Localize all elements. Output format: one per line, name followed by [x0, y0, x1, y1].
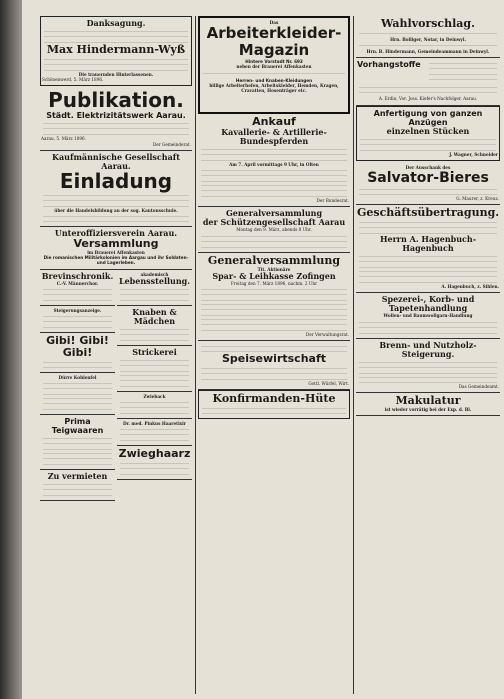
- ad-konfirmanden: [198, 390, 350, 419]
- book-gutter: [0, 0, 22, 699]
- ad-brennholz: Brenn- und Nutzholz-Steigerung. Das Gemeindeamt.: [356, 339, 500, 393]
- ad-title: Publikation.: [48, 88, 184, 113]
- ad-arbeiterkleider: Das Arbeiterkleider-Magazin Hintere Vorstadt Nr. 693 neben der Brauerei Affenkasten Herren- und Knaben-Kleidungen billige Arbeiterhefen, Arbeitskleider, Hemden, Kragen, Cravatten, Hosenträger etc.: [198, 16, 350, 114]
- ad-title: Generalversammlung: [207, 253, 341, 267]
- ad-speisewirtschaft: Speisewirtschaft Gottl. Würfel, Wirt.: [198, 341, 350, 390]
- ad-title: Salvator-Bieres: [367, 170, 489, 187]
- ad-vorhangstoffe: Vorhangstoffe A. Erdin, Vor. Joss. Kiefer's Nachfolger, Aarau.: [356, 58, 500, 105]
- ad-title: Anfertigung von ganzen Anzügen: [373, 108, 483, 127]
- ad-title: Ankauf: [252, 115, 296, 128]
- ad-generalversammlung-schuetzen: Generalversammlung der Schützengesellschaft Aarau Montag den 9. März, abends 8 Uhr.: [198, 207, 350, 252]
- ad-generalversammlung-zofingen: Generalversammlung Tit. Aktionäre Spar- & Leihkasse Zofingen Freitag den 7. März 1896, nachm. 2 Uhr Der Verwaltungsrat.: [198, 253, 350, 342]
- ad-title: Geschäftsübertragung.: [357, 206, 500, 220]
- ad-title: Speisewirtschaft: [221, 352, 327, 366]
- ad-unteroffiziere: Unteroffiziersverein Aarau. Versammlung im Brauerei Affenkasten Die romanischen Militärkolonien im Aargau und ihr Soldaten- und Lagerleben.: [40, 227, 192, 270]
- ad-publikation: Publikation. Städt. Elektrizitätswerk Aarau. Aarau, 5. März 1896. Der Gemeinderat.: [40, 88, 192, 150]
- column-rule: [195, 16, 196, 694]
- ad-title: Konfirmanden-Hüte: [212, 392, 336, 406]
- ad-title: Arbeiterkleider-Magazin: [206, 24, 342, 60]
- column-middle: [198, 16, 350, 696]
- ad-title: Generalversammlung: [225, 208, 323, 219]
- column-rule: [353, 16, 354, 694]
- ad-title: Spezerei-, Korb- und Tapetenhandlung: [381, 294, 475, 314]
- column-left: [40, 16, 192, 696]
- ad-title: Danksagung.: [86, 18, 146, 28]
- ad-danksagung: Danksagung. Max Hindermann-Wyß Die trauernden Hinterlassenen. Schönenwerd, 5. März 1896.: [40, 16, 192, 86]
- ad-wahlvorschlag: Wahlvorschlag. Hrn. Bolliger, Notar, in Deinwyl. Hrn. B. Hindermann, Gemeindeammann in Deinwyl.: [356, 16, 500, 58]
- ad-title: Wahlvorschlag.: [381, 17, 475, 30]
- ad-title: Vorhangstoffe: [357, 60, 421, 70]
- ad-title: Versammlung: [73, 237, 159, 251]
- ad-kaufmaennische: Kaufmännische Gesellschaft Aarau. Einladung über die Handelsbildung an der sog. Kantonsschule.: [40, 151, 192, 227]
- ad-anfertigung: Anfertigung von ganzen Anzügen einzelnen Stücken J. Wagner, Schneider: [356, 106, 500, 161]
- small-ads-left: Brevinschronik. C.-V. Männerchor. Steigerungsanzeige. Gibi! Gibi! Gibi! Dürre Kohlenfel Prima Teigwaaren Zu vermieten: [40, 270, 115, 502]
- ad-salvator: Der Ausschank des Salvator-Bieres G. Maurer, z. Kreuz.: [356, 163, 500, 205]
- column-right: [356, 16, 500, 696]
- small-ads: [40, 270, 192, 502]
- newspaper-page: [22, 0, 504, 699]
- ad-name: Max Hindermann-Wyß: [46, 43, 186, 56]
- small-ads-right: akademisch Lebensstellung. Knaben & Mädchen Strickerei Zwieback Dr. med. Pinkus Haaretixir Zwieghaarz: [117, 270, 192, 502]
- ad-makulatur: Makulatur ist wieder vorrätig bei der Exp. d. Bl.: [356, 393, 500, 416]
- ad-title: Einladung: [59, 168, 173, 193]
- ad-title: Makulatur: [395, 393, 461, 407]
- ad-geschaeftsuebertragung: Geschäftsübertragung. Herrn A. Hagenbuch-Hagenbuch A. Hagenbuch, z. Sihlen.: [356, 205, 500, 293]
- ad-spezerei: Spezerei-, Korb- und Tapetenhandlung Wollen- und Baumwollgarn-Handlung: [356, 293, 500, 338]
- ad-title: Brenn- und Nutzholz-Steigerung.: [379, 339, 477, 359]
- ad-ankauf: Ankauf Kavallerie- & Artillerie-Bundespferden Am 7. April vormittags 9 Uhr, in Olten Der Bundesrat.: [198, 114, 350, 207]
